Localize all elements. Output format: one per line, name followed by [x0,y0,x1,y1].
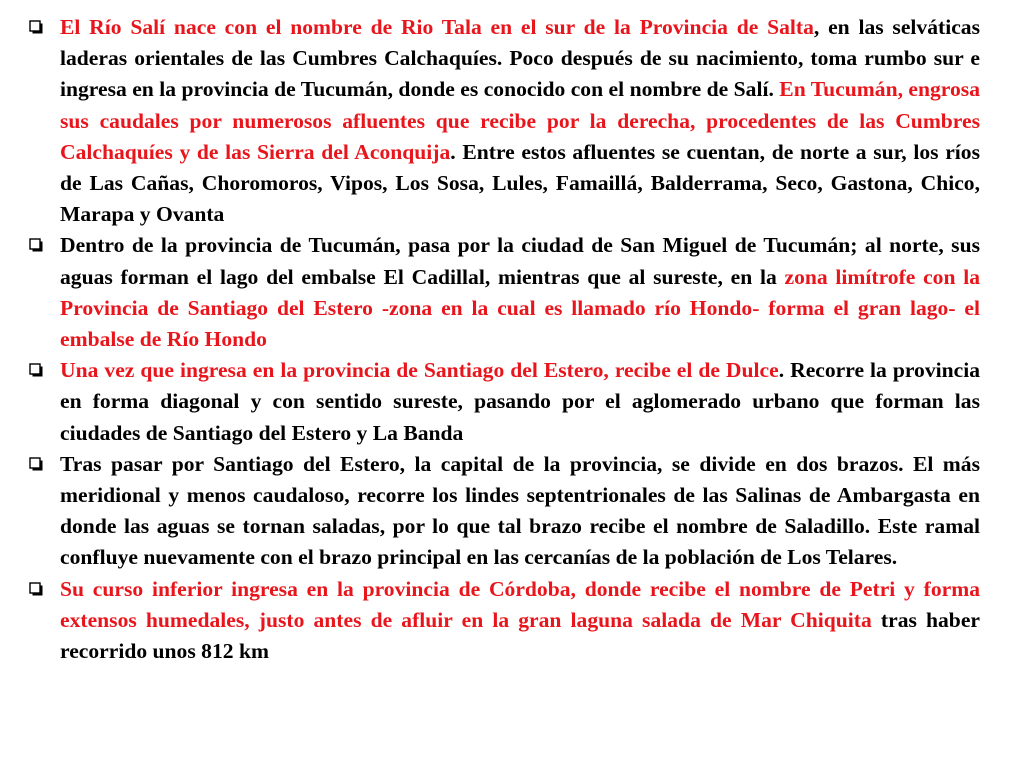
text-segment: . Recorre la provincia en forma diagonal y con sentido sureste, pasando por el aglomerado urbano que forman las ciudades de Santiago del Estero y La Banda [60,358,981,445]
square-bullet-icon [29,363,43,377]
square-bullet-icon [29,457,43,471]
text-segment: En Tucumán, engrosa sus caudales por numerosos afluentes que recibe por la derecha, procedentes de las Cumbres Calchaquíes y de las Sierra del Aconquija [60,77,980,164]
bullet-item-2 [60,230,980,355]
text-segment: Tras pasar por Santiago del Estero, la capital de la provincia, se divide en dos brazos. El más meridional y menos caudaloso, recorre los lindes septentrionales de las Salinas de Ambargasta en donde las aguas se tornan saladas, por lo que tal brazo recibe el nombre de Saladillo. Este ramal confluye nuevamente con el brazo principal en las cercanías de la población de Los Telares. [60,451,980,570]
square-bullet-icon [29,582,43,596]
text-segment: Su curso inferior ingresa en la provincia de Córdoba, donde recibe el nombre de Petri y forma extensos humedales, justo antes de afluir en la gran laguna salada de Mar Chiquita [60,576,980,632]
bullet-item-5 [60,574,980,668]
text-segment: , en las selváticas laderas orientales de las Cumbres Calchaquíes. Poco después de su nacimiento, toma rumbo sur e ingresa en la provincia de Tucumán, donde es conocido con el nombre de Salí. [60,15,980,102]
bullet-item-4 [60,449,980,574]
bullet-item-3 [60,355,980,449]
text-segment: El Río Salí nace con el nombre de Rio Tala en el sur de la Provincia de Salta [60,15,814,39]
square-bullet-icon [29,238,43,252]
text-segment: Dentro de la provincia de Tucumán, pasa por la ciudad de San Miguel de Tucumán; al norte, sus aguas forman el lago del embalse El Cadillal, mientras que al sureste, en la [60,233,980,289]
text-segment: Una vez que ingresa en la provincia de Santiago del Estero, recibe el de Dulce [60,358,779,383]
text-segment: tras haber recorrido unos 812 km [60,607,980,664]
bullet-item-1 [60,12,980,230]
square-bullet-icon [29,20,43,34]
text-segment: zona limítrofe con la Provincia de Santiago del Estero -zona en la cual es llamado río Hondo- forma el gran lago- el embalse de Río Hondo [60,264,981,352]
bullet-list [60,12,980,667]
text-segment: . Entre estos afluentes se cuentan, de norte a sur, los ríos de Las Cañas, Choromoros, Vipos, Los Sosa, Lules, Famaillá, Balderrama, Seco, Gastona, Chico, Marapa y Ovanta [60,139,980,227]
